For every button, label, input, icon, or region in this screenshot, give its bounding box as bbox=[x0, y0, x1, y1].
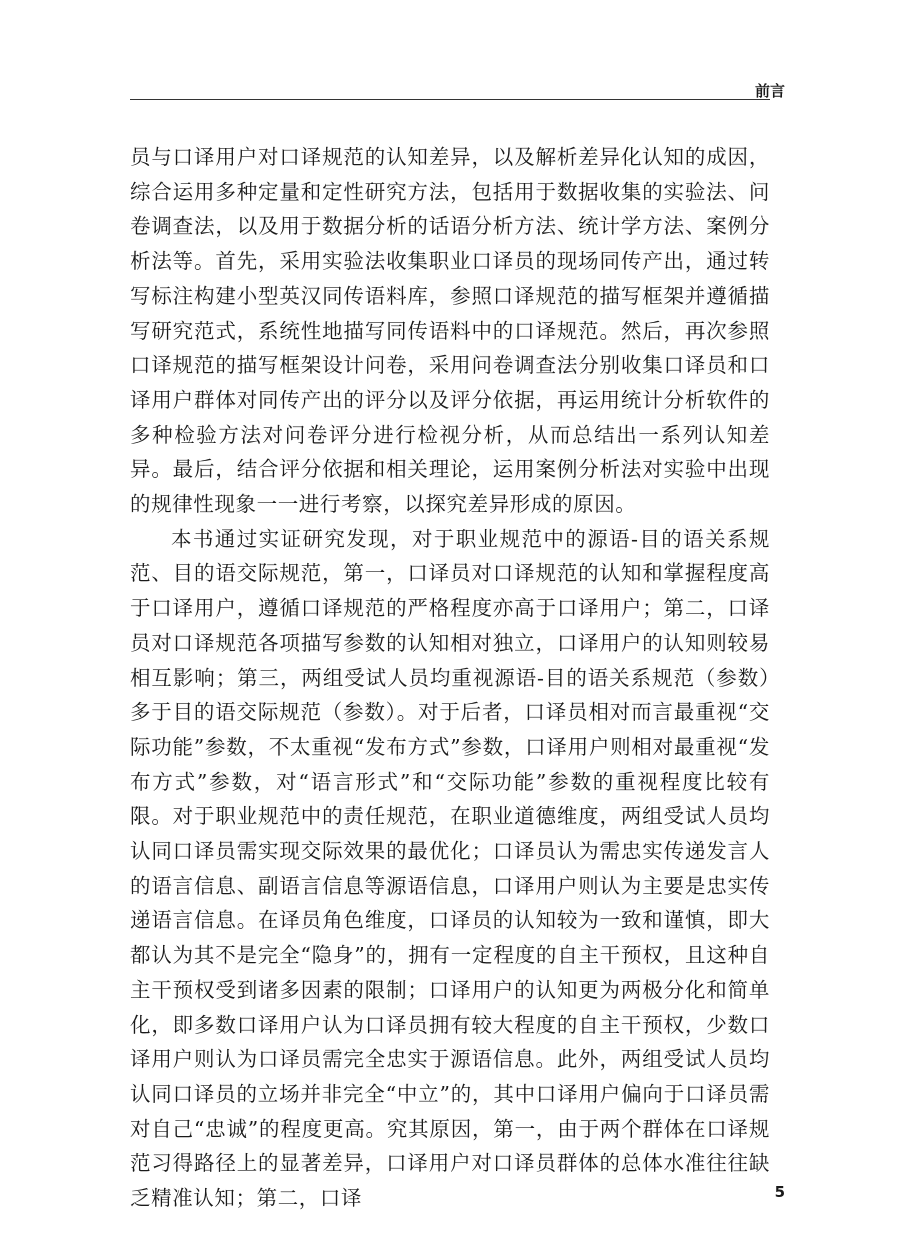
running-header-title: 前言 bbox=[754, 82, 785, 100]
page-number: 5 bbox=[774, 1183, 785, 1201]
paragraph-findings: 本书通过实证研究发现，对于职业规范中的源语-目的语关系规范、目的语交际规范，第一，口译员对口译规范的认知和掌握程度高于口译用户，遵循口译规范的严格程度亦高于口译用户；第二，口译员对口译规范各项描写参数的认知相对独立，口译用户的认知则较易相互影响；第三，两组受试人员均重视源语-目的语关系规范（参数）多于目的语交际规范（参数）。对于后者，口译员相对而言最重视“交际功能”参数，不太重视“发布方式”参数，口译用户则相对最重视“发布方式”参数，对“语言形式”和“交际功能”参数的重视程度比较有限。对于职业规范中的责任规范，在职业道德维度，两组受试人员均认同口译员需实现交际效果的最优化；口译员认为需忠实传递发言人的语言信息、副语言信息等源语信息，口译用户则认为主要是忠实传递语言信息。在译员角色维度，口译员的认知较为一致和谨慎，即大都认为其不是完全“隐身”的，拥有一定程度的自主干预权，且这种自主干预权受到诸多因素的限制；口译用户的认知更为两极分化和简单化，即多数口译用户认为口译员拥有较大程度的自主干预权，少数口译用户则认为口译员需完全忠实于源语信息。此外，两组受试人员均认同口译员的立场并非完全“中立”的，其中口译用户偏向于口译员需对自己“忠诚”的程度更高。究其原因，第一，由于两个群体在口译规范习得路径上的显著差异，口译用户对口译员群体的总体水准往往缺乏精准认知；第二，口译 bbox=[130, 526, 770, 1211]
body-text bbox=[130, 140, 770, 1216]
paragraph-continued: 员与口译用户对口译规范的认知差异，以及解析差异化认知的成因，综合运用多种定量和定性研究方法，包括用于数据收集的实验法、问卷调查法，以及用于数据分析的话语分析方法、统计学方法、案例分析法等。首先，采用实验法收集职业口译员的现场同传产出，通过转写标注构建小型英汉同传语料库，参照口译规范的描写框架并遵循描写研究范式，系统性地描写同传语料中的口译规范。然后，再次参照口译规范的描写框架设计问卷，采用问卷调查法分别收集口译员和口译用户群体对同传产出的评分以及评分依据，再运用统计分析软件的多种检验方法对问卷评分进行检视分析，从而总结出一系列认知差异。最后，结合评分依据和相关理论，运用案例分析法对实验中出现的规律性现象一一进行考察，以探究差异形成的原因。 bbox=[130, 145, 770, 517]
header-divider bbox=[130, 99, 770, 100]
